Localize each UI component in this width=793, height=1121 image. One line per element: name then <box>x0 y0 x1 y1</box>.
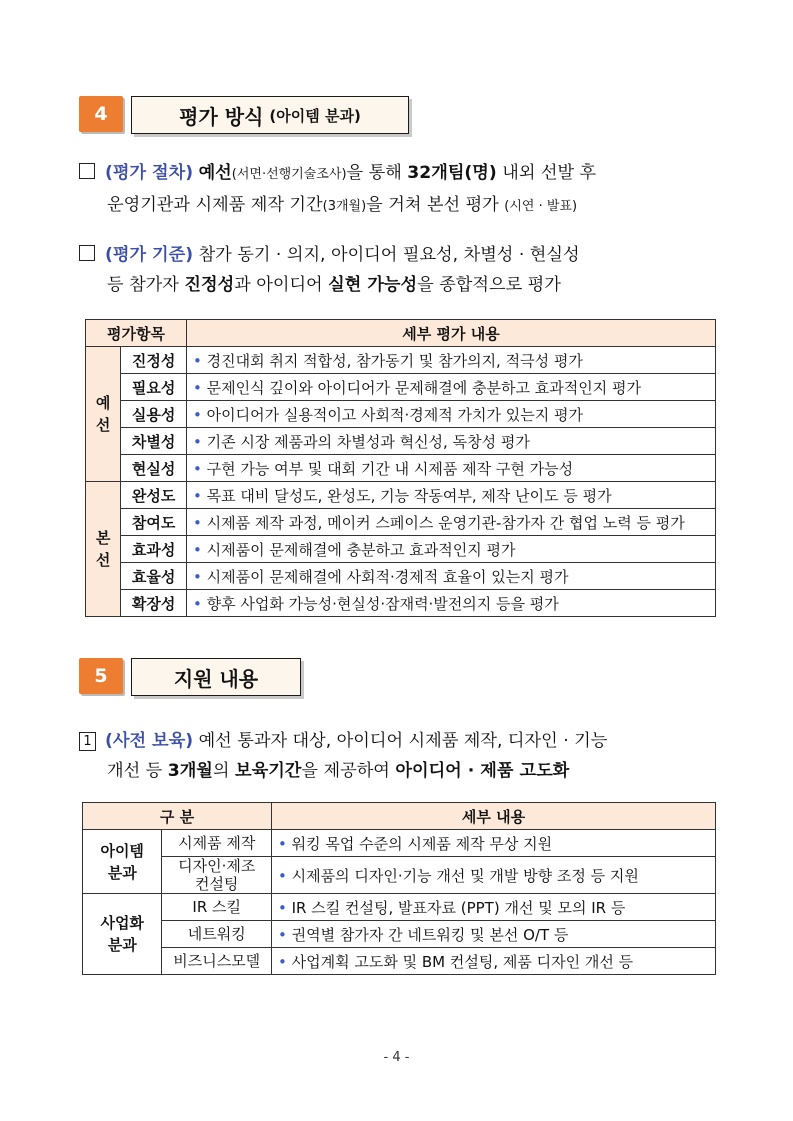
text: 참가 동기 · 의지, 아이디어 필요성, 차별성 · 현실성 <box>198 245 580 265</box>
text: 을 거쳐 본선 평가 <box>366 195 499 215</box>
bold-text: 진정성 <box>184 275 235 295</box>
eval-criteria-paragraph <box>79 240 719 300</box>
table-row <box>86 482 716 509</box>
description-cell: • 기존 시장 제품과의 차별성과 혁신성, 독창성 평가 <box>187 428 716 455</box>
bold-text: 32개팀(명) <box>407 163 497 183</box>
paragraph-label: (평가 기준) <box>105 245 194 265</box>
section-title-text: 지원 내용 <box>173 666 259 691</box>
description-cell: • 목표 대비 달성도, 완성도, 기능 작동여부, 제작 난이도 등 평가 <box>187 482 716 509</box>
table-row <box>86 401 716 428</box>
table-row <box>86 563 716 590</box>
support-content-table <box>82 802 716 975</box>
bold-text: 보육기간 <box>235 761 302 781</box>
small-text: (서면·선행기술조사) <box>231 167 347 182</box>
description-cell: • 시제품이 문제해결에 사회적·경제적 효율이 있는지 평가 <box>187 563 716 590</box>
description-cell: • 문제인식 깊이와 아이디어가 문제해결에 충분하고 효과적인지 평가 <box>187 374 716 401</box>
bold-text: 3개월 <box>167 761 213 781</box>
table-row <box>83 830 716 857</box>
description-cell: • IR 스킬 컨설팅, 발표자료 (PPT) 개선 및 모의 IR 등 <box>272 894 716 921</box>
description-cell: • 아이디어가 실용적이고 사회적·경제적 가치가 있는지 평가 <box>187 401 716 428</box>
item-cell: 진정성 <box>121 347 187 374</box>
table-row <box>86 590 716 617</box>
group-cell: 본 선 <box>86 482 121 617</box>
item-cell: 차별성 <box>121 428 187 455</box>
eval-procedure-paragraph <box>79 158 719 222</box>
paragraph-label: (사전 보육) <box>105 731 194 751</box>
table-row <box>86 455 716 482</box>
table-header-row <box>86 320 716 347</box>
evaluation-criteria-table <box>85 319 716 617</box>
section-subtitle: (아이템 분과) <box>269 106 361 125</box>
description-cell: • 권역별 참가자 간 네트워킹 및 본선 O/T 등 <box>272 921 716 948</box>
item-cell: 필요성 <box>121 374 187 401</box>
description-cell: • 향후 사업화 가능성·현실성·잠재력·발전의지 등을 평가 <box>187 590 716 617</box>
numbered-bullet: 1 <box>79 732 96 751</box>
table-row <box>83 921 716 948</box>
small-text: (시연 · 발표) <box>504 199 578 214</box>
description-cell: • 경진대회 취지 적합성, 참가동기 및 참가의지, 적극성 평가 <box>187 347 716 374</box>
item-cell: 디자인·제조 컨설팅 <box>162 857 272 894</box>
table-row <box>86 374 716 401</box>
section-title <box>131 96 409 134</box>
description-cell: • 구현 가능 여부 및 대회 기간 내 시제품 제작 구현 가능성 <box>187 455 716 482</box>
table-row <box>83 857 716 894</box>
item-cell: 완성도 <box>121 482 187 509</box>
group-cell: 사업화 분과 <box>83 894 162 975</box>
table-row <box>86 428 716 455</box>
item-cell: 참여도 <box>121 509 187 536</box>
text: 을 통해 <box>346 163 402 183</box>
item-cell: 시제품 제작 <box>162 830 272 857</box>
checkbox-bullet <box>79 163 95 179</box>
item-cell: 확장성 <box>121 590 187 617</box>
group-cell: 예 선 <box>86 347 121 482</box>
column-header: 세부 평가 내용 <box>187 320 716 347</box>
page-number: - 4 - <box>383 1050 410 1065</box>
group-cell: 아이템 분과 <box>83 830 162 894</box>
text: 의 <box>212 761 230 781</box>
column-header: 구 분 <box>83 803 272 830</box>
column-header: 세부 내용 <box>272 803 716 830</box>
section-title <box>131 658 301 696</box>
text: 과 아이디어 <box>234 275 323 295</box>
item-cell: 현실성 <box>121 455 187 482</box>
checkbox-bullet <box>79 245 95 261</box>
description-cell: • 시제품 제작 과정, 메이커 스페이스 운영기관-참가자 간 협업 노력 등 평가 <box>187 509 716 536</box>
description-cell: • 사업계획 고도화 및 BM 컨설팅, 제품 디자인 개선 등 <box>272 948 716 975</box>
section-number: 4 <box>79 96 123 132</box>
description-cell: • 워킹 목업 수준의 시제품 제작 무상 지원 <box>272 830 716 857</box>
bold-text: 예선 <box>198 163 232 183</box>
table-header-row <box>83 803 716 830</box>
text: 개선 등 <box>107 761 163 781</box>
column-header: 평가항목 <box>86 320 187 347</box>
table-row <box>83 948 716 975</box>
text: 등 참가자 <box>107 275 179 295</box>
text: 예선 통과자 대상, 아이디어 시제품 제작, 디자인 · 기능 <box>198 731 608 751</box>
small-text: (3개월) <box>322 199 367 214</box>
bold-text: 아이디어 · 제품 고도화 <box>395 761 570 781</box>
table-row <box>86 509 716 536</box>
item-cell: 효율성 <box>121 563 187 590</box>
item-cell: 비즈니스모델 <box>162 948 272 975</box>
text: 내외 선발 후 <box>502 163 597 183</box>
text: 을 제공하여 <box>301 761 390 781</box>
bold-text: 실현 가능성 <box>328 275 418 295</box>
table-row <box>86 536 716 563</box>
text: 을 종합적으로 평가 <box>417 275 561 295</box>
text: 운영기관과 시제품 제작 기간 <box>107 195 323 215</box>
item-cell: 네트워킹 <box>162 921 272 948</box>
table-row <box>83 894 716 921</box>
section-number: 5 <box>79 658 123 694</box>
pre-incubation-paragraph <box>79 726 719 786</box>
paragraph-label: (평가 절차) <box>105 163 194 183</box>
item-cell: 효과성 <box>121 536 187 563</box>
table-row <box>86 347 716 374</box>
description-cell: • 시제품이 문제해결에 충분하고 효과적인지 평가 <box>187 536 716 563</box>
item-cell: 실용성 <box>121 401 187 428</box>
description-cell: • 시제품의 디자인·기능 개선 및 개발 방향 조정 등 지원 <box>272 857 716 894</box>
section-title-text: 평가 방식 <box>179 104 264 129</box>
item-cell: IR 스킬 <box>162 894 272 921</box>
